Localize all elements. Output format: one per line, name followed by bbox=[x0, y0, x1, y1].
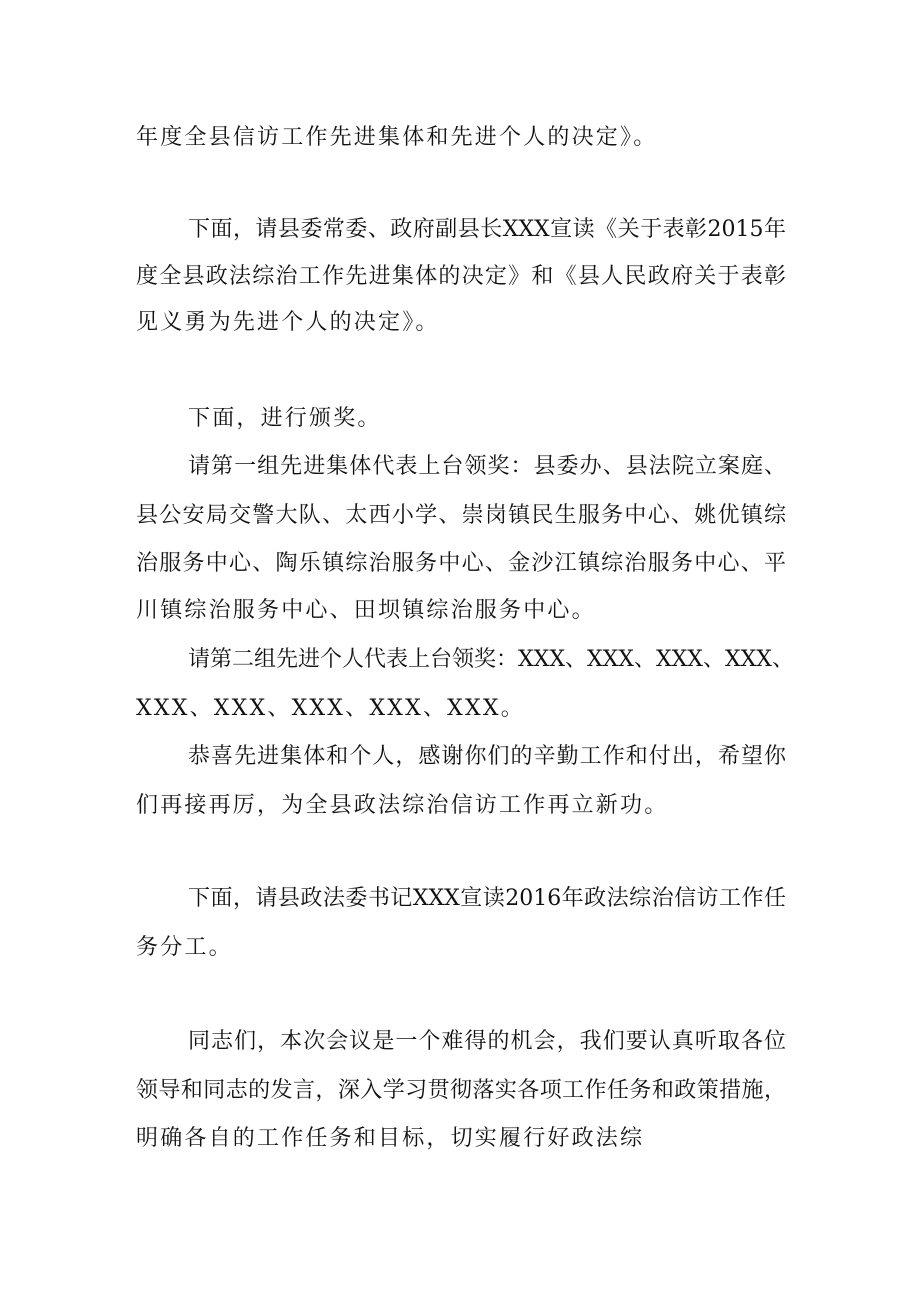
text-line-17: 领导和同志的发言，深入学习贯彻落实各项工作任务和政策措施， bbox=[136, 1078, 786, 1103]
text-line-13: 们再接再厉，为全县政法综治信访工作再立新功。 bbox=[136, 793, 669, 818]
text-line-11: XXX、XXX、XXX、XXX、XXX。 bbox=[136, 696, 525, 721]
text-line-7: 县公安局交警大队、太西小学、崇岗镇民生服务中心、姚优镇综 bbox=[136, 503, 786, 528]
text-line-3: 度全县政法综治工作先进集体的决定》和《县人民政府关于表彰 bbox=[136, 264, 786, 289]
text-line-5: 下面，进行颁奖。 bbox=[188, 406, 382, 431]
text-line-9: 川镇综治服务中心、田坝镇综治服务中心。 bbox=[136, 598, 596, 623]
text-line-18: 明确各自的工作任务和目标，切实履行好政法综 bbox=[136, 1126, 645, 1151]
text-line-8: 治服务中心、陶乐镇综治服务中心、金沙江镇综治服务中心、平 bbox=[136, 551, 786, 576]
text-line-6: 请第一组先进集体代表上台领奖：县委办、县法院立案庭、 bbox=[188, 454, 786, 479]
text-line-12: 恭喜先进集体和个人，感谢你们的辛勤工作和付出，希望你 bbox=[188, 744, 786, 769]
text-line-16: 同志们，本次会议是一个难得的机会，我们要认真听取各位 bbox=[188, 1029, 786, 1054]
text-line-10: 请第二组先进个人代表上台领奖：XXX、XXX、XXX、XXX、 bbox=[188, 647, 794, 672]
text-line-2: 下面，请县委常委、政府副县长XXX宣读《关于表彰2015年 bbox=[188, 217, 786, 242]
text-line-14: 下面，请县政法委书记XXX宣读2016年政法综治信访工作任 bbox=[188, 886, 786, 911]
text-line-15: 务分工。 bbox=[136, 935, 233, 960]
text-line-1: 年度全县信访工作先进集体和先进个人的决定》。 bbox=[136, 125, 658, 150]
text-line-4: 见义勇为先进个人的决定》。 bbox=[136, 310, 440, 335]
